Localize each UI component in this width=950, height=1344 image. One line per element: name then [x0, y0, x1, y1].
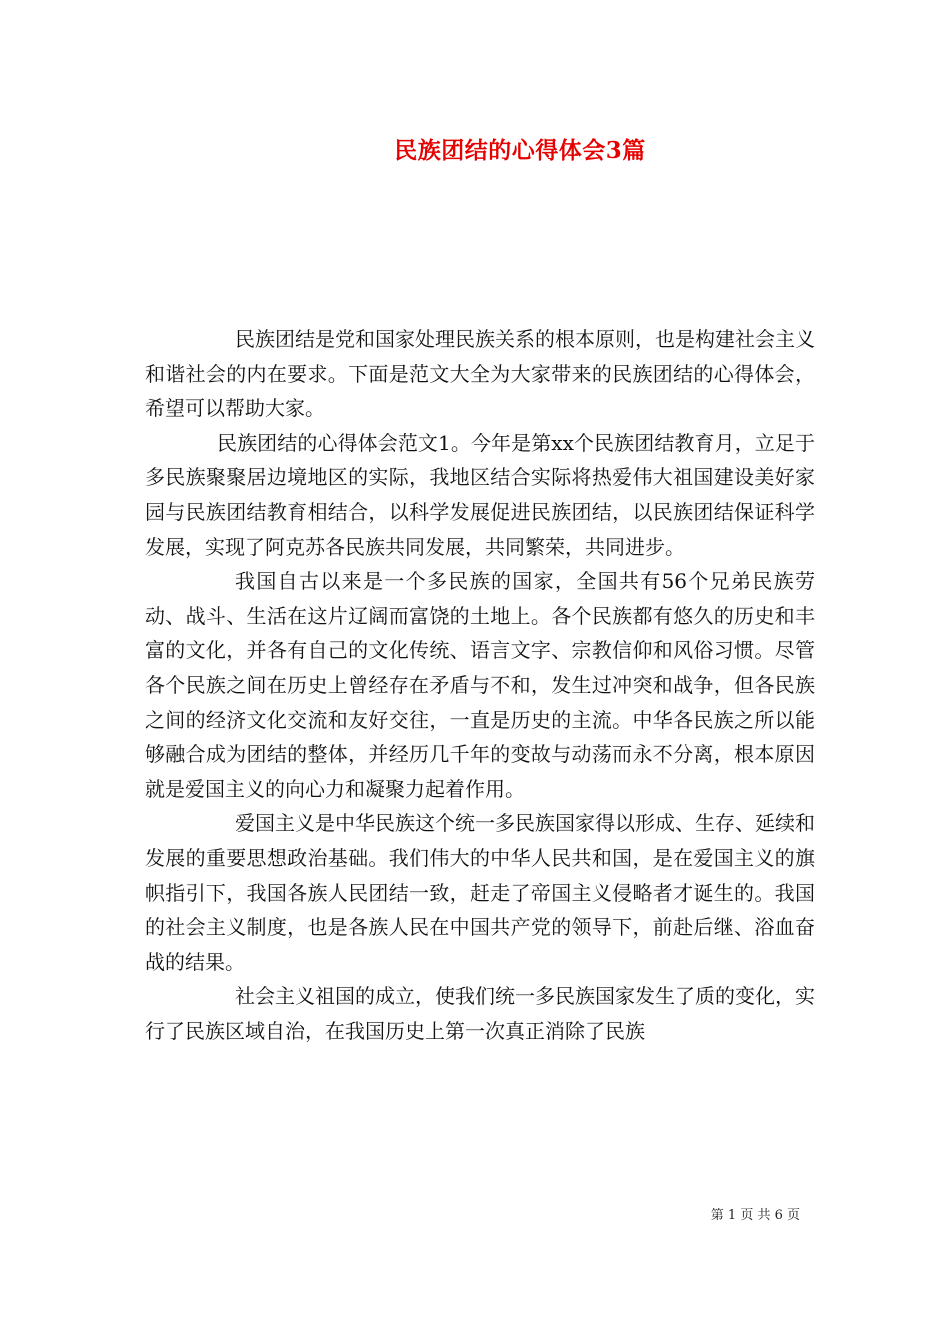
document-body — [145, 322, 815, 1048]
paragraph-3: 我国自古以来是一个多民族的国家，全国共有56个兄弟民族劳动、战斗、生活在这片辽阔而富饶的土地上。各个民族都有悠久的历史和丰富的文化，并各有自己的文化传统、语言文字、宗教信仰和风俗习惯。尽管各个民族之间在历史上曾经存在矛盾与不和，发生过冲突和战争，但各民族之间的经济文化交流和友好交往，一直是历史的主流。中华各民族之所以能够融合成为团结的整体，并经历几千年的变故与动荡而永不分离，根本原因就是爱国主义的向心力和凝聚力起着作用。 — [145, 569, 815, 801]
paragraph-1: 民族团结是党和国家处理民族关系的根本原则，也是构建社会主义和谐社会的内在要求。下面是范文大全为大家带来的民族团结的心得体会，希望可以帮助大家。 — [145, 327, 815, 421]
page-number-footer: 第 1 页 共 6 页 — [710, 1208, 800, 1223]
paragraph-4: 爱国主义是中华民族这个统一多民族国家得以形成、生存、延续和发展的重要思想政治基础。我们伟大的中华人民共和国，是在爱国主义的旗帜指引下，我国各族人民团结一致，赶走了帝国主义侵略者才诞生的。我国的社会主义制度，也是各族人民在中国共产党的领导下，前赴后继、浴血奋战的结果。 — [145, 811, 815, 974]
document-title: 民族团结的心得体会3篇 — [394, 137, 646, 164]
paragraph-5: 社会主义祖国的成立，使我们统一多民族国家发生了质的变化，实行了民族区域自治，在我国历史上第一次真正消除了民族 — [145, 984, 815, 1043]
paragraph-2: 民族团结的心得体会范文1。今年是第xx个民族团结教育月，立足于多民族聚聚居边境地区的实际，我地区结合实际将热爱伟大祖国建设美好家园与民族团结教育相结合，以科学发展促进民族团结，以民族团结保证科学发展，实现了阿克苏各民族共同发展，共同繁荣，共同进步。 — [145, 430, 815, 559]
